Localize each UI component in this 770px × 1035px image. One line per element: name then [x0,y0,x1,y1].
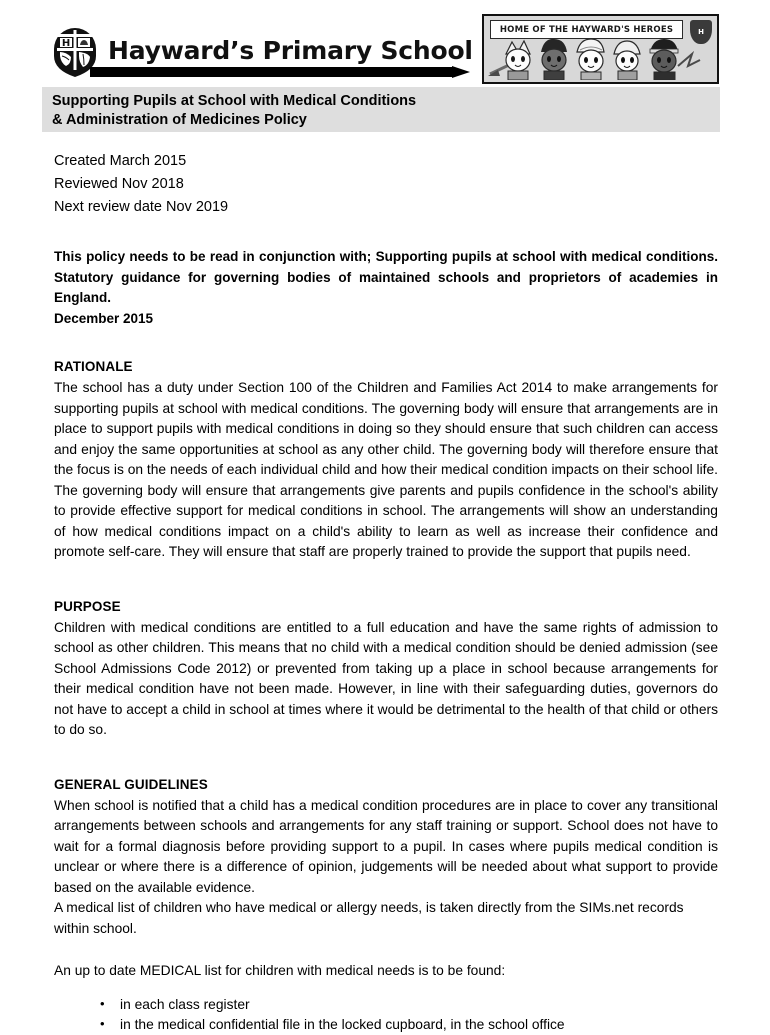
section-body-medical-list: A medical list of children who have medical or allergy needs, is taken directly from the SIMs.net records within school. [54,900,684,936]
spacer [54,939,718,961]
policy-title-line-2: & Administration of Medicines Policy [52,112,307,128]
policy-dates-block [54,150,718,219]
section-heading-general-guidelines: GENERAL GUIDELINES [54,776,208,792]
policy-title-line-1: Supporting Pupils at School with Medical Conditions [52,93,417,109]
section-body-purpose: Children with medical conditions are entitled to a full education and have the same rights of admission to school as other children. This means that no child with a medical condition should be denied admission (see School Admissions Code 2012) or prevented from taking up a place in school because arrangements for their medical condition have not been made. However, in line with their safeguarding duties, governors do not have to accept a child in school at times where it would be detrimental to the health of that child or others to do so. [54,619,718,737]
document-body [54,150,718,1035]
section-heading-purpose: PURPOSE [54,598,121,614]
list-item: • in each class register [100,995,718,1015]
section-heading-rationale: RATIONALE [54,359,133,374]
intro-text: This policy needs to be read in conjunction with; Supporting pupils at school with medical conditions. Statutory guidance for governing bodies of maintained schools and proprietors of academies in England. [54,249,718,305]
policy-title-banner [42,87,720,132]
intro-date: December 2015 [54,310,154,326]
spacer [54,741,718,775]
spacer [54,329,718,357]
created-date: Created March 2015 [54,153,187,169]
school-name-title: Hayward’s Primary School [108,36,473,65]
artwork-title-band [490,20,683,39]
artwork-shield-badge-icon: H [690,20,712,44]
page-masthead [0,0,770,84]
section-body-rationale: The school has a duty under Section 100 of the Children and Families Act 2014 to make arrangements for supporting pupils at school with medical conditions. The governing body will ensure that arrangements are in place to support pupils with medical conditions in doing so they should ensure that such children can access and enjoy the same opportunities at school as any other child. The governing body will therefore ensure that the focus is on the needs of each individual child and how their medical condition impacts on their school life. The governing body will ensure that arrangements give parents and pupils confidence in the school's ability to provide effective support for medical conditions in school. The arrangements will show an understanding of how medical conditions impact on a child's ability to learn as well as increase their confidence and promote self-care. They will ensure that staff are properly trained to provide the support that pupils need. [54,380,718,559]
spacer [54,219,718,247]
medical-list-locations [54,995,718,1035]
next-review-date: Next review date Nov 2019 [54,199,229,215]
artwork-inner [484,16,717,82]
list-item: • in the medical confidential file in the locked cupboard, in the school office [100,1015,718,1035]
artwork-title-text: HOME OF THE HAYWARD'S HEROES [499,24,674,35]
svg-text:H: H [61,38,71,49]
intro-paragraph [54,247,718,329]
reviewed-date: Reviewed Nov 2018 [54,176,184,192]
spacer [54,563,718,597]
section-body-general-guidelines: When school is notified that a child has a medical condition procedures are in place to cover any transitional arrangements between schools and arrangements for any staff training or support. School does not have to wait for a formal diagnosis before providing support to a pupil. In cases where pupils medical condition is unclear or where there is a difference of opinion, judgements will be needed about what support to provide based on the available evidence. [54,797,718,895]
section-body-medical-list-intro: An up to date MEDICAL list for children with medical needs is to be found: [54,963,506,978]
right-arrow-bar-icon [90,66,470,78]
header-artwork [482,14,719,84]
heroes-characters-illustration [488,36,713,80]
